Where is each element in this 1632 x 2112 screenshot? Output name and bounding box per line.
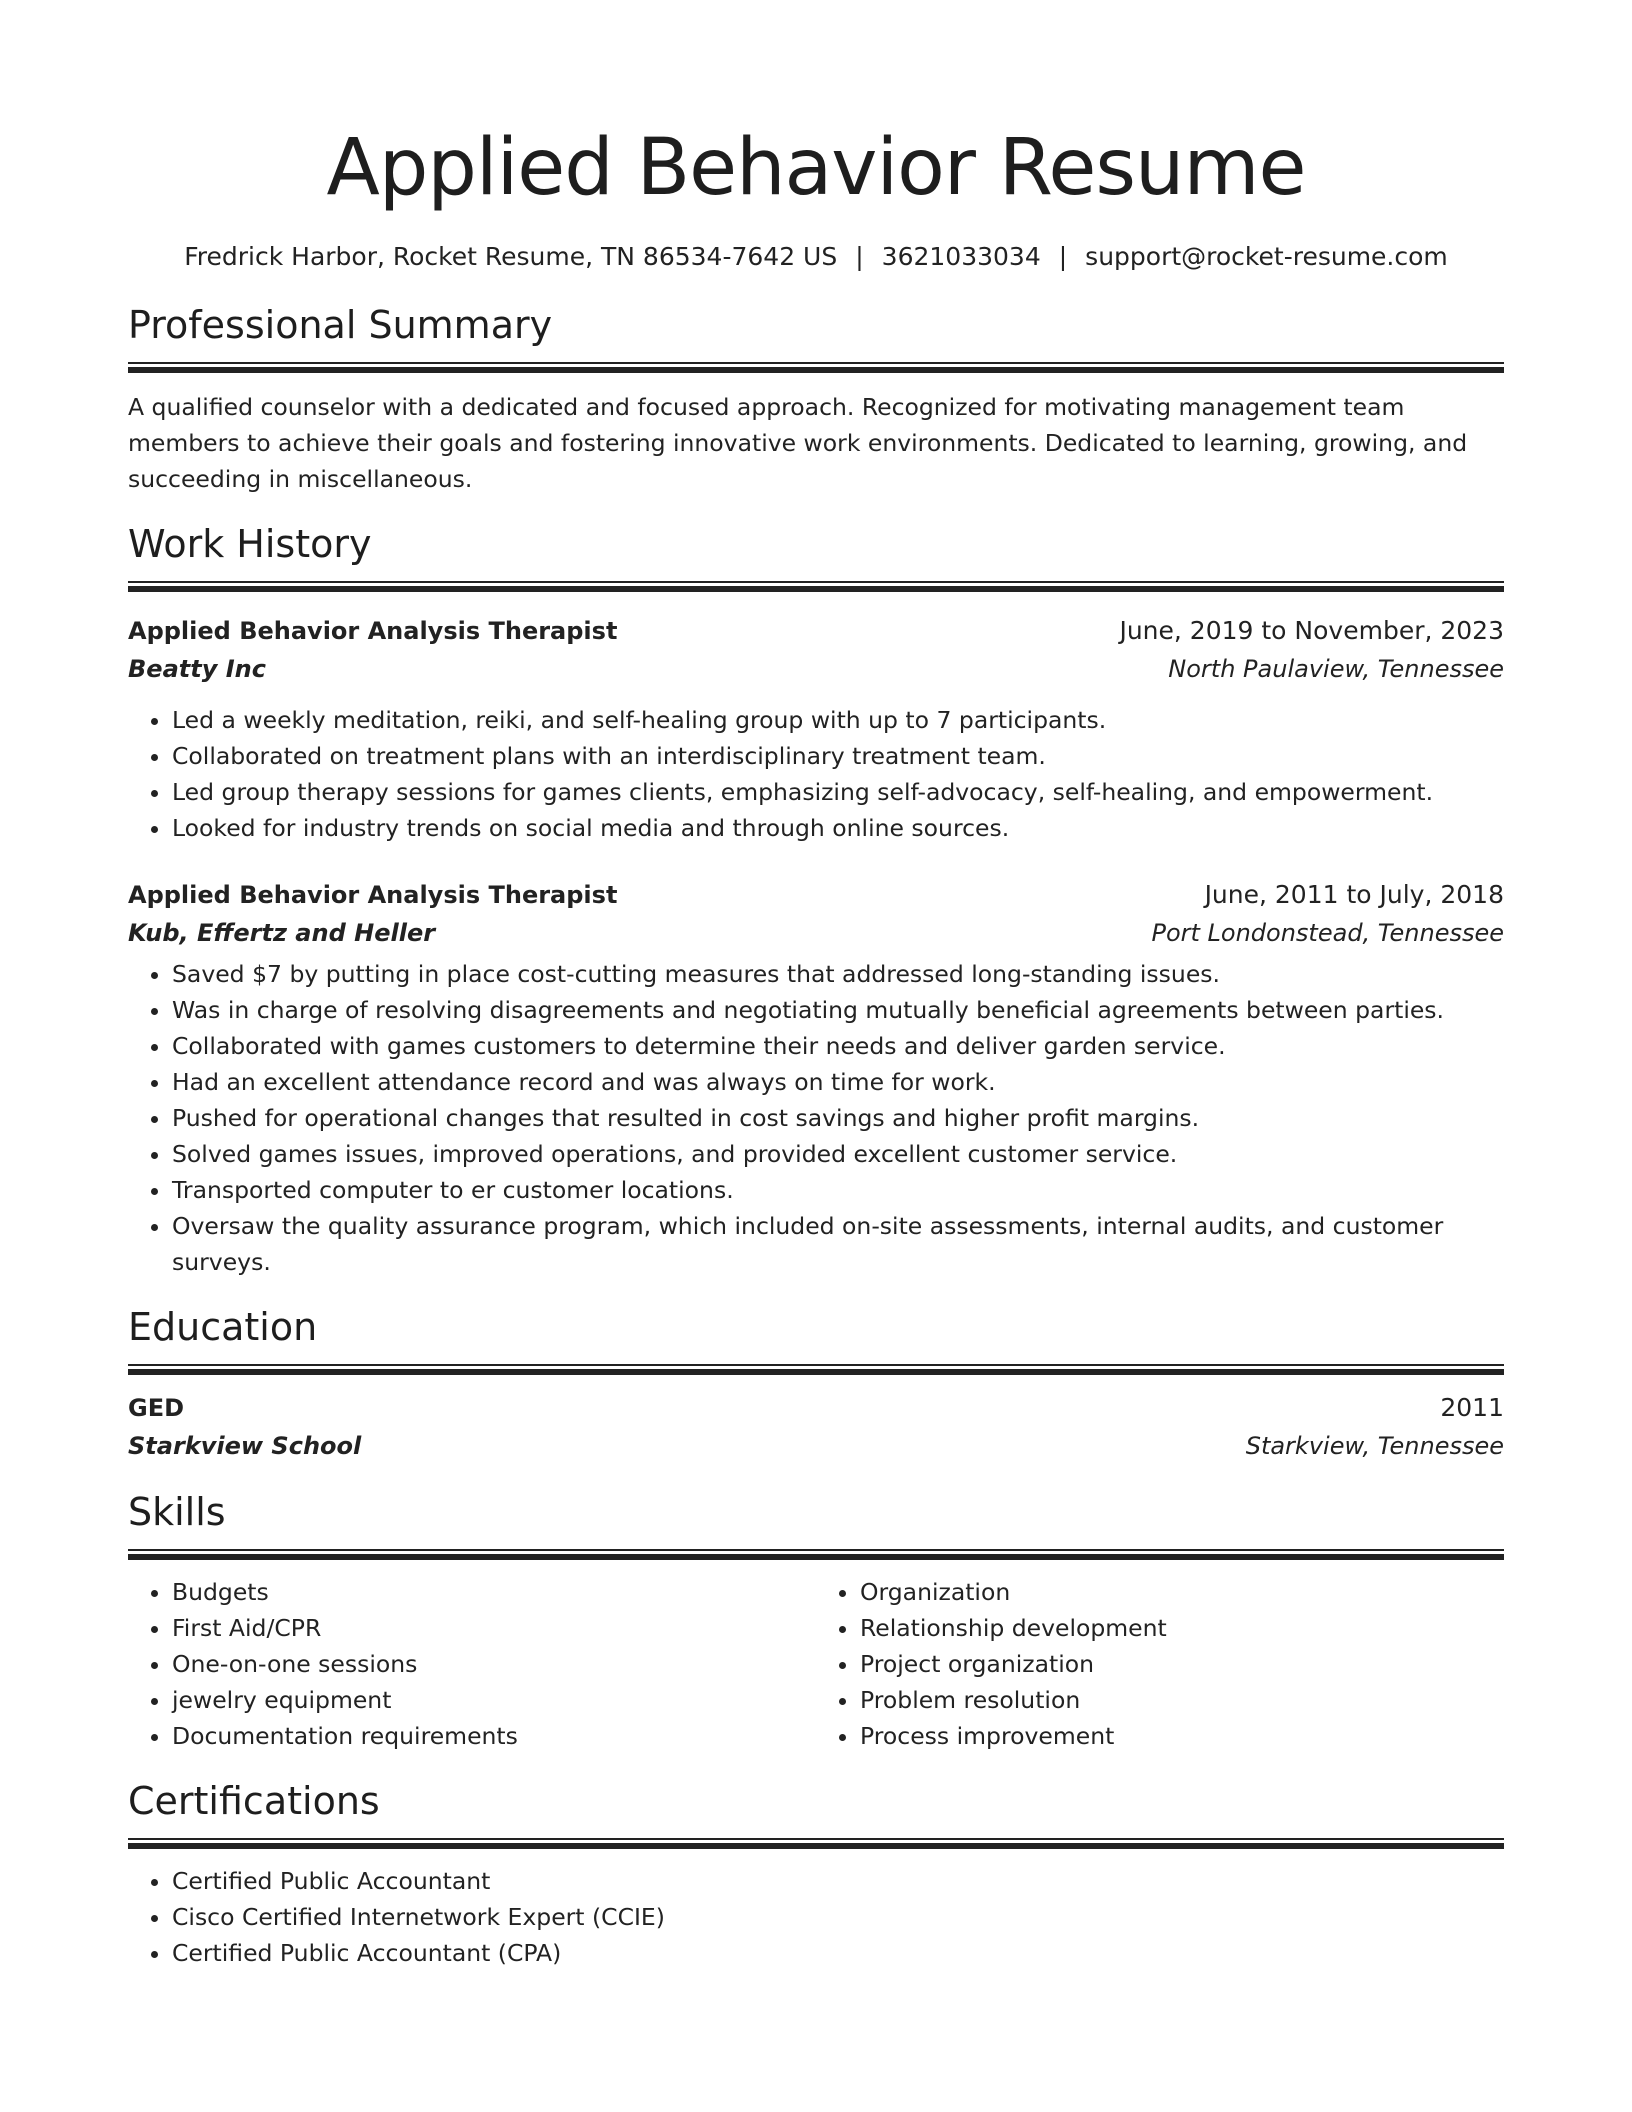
list-item: • Saved $7 by putting in place cost-cutting measures that addressed long-standing issues. (172, 956, 1504, 992)
skills-heading: Skills (128, 1490, 226, 1534)
section-divider (128, 1364, 1504, 1375)
job-header-row (128, 612, 1504, 650)
list-item: • Pushed for operational changes that resulted in cost savings and higher profit margins. (172, 1100, 1504, 1136)
section-divider (128, 362, 1504, 373)
skills-list-left (128, 1574, 816, 1754)
certifications-heading: Certifications (128, 1779, 380, 1823)
job-entry (128, 612, 1504, 846)
skills-section (128, 1487, 1504, 1754)
job-location: North Paulaview, Tennessee (1168, 655, 1504, 683)
list-item: • One-on-one sessions (172, 1646, 816, 1682)
list-item: • Had an excellent attendance record and was always on time for work. (172, 1064, 1504, 1100)
list-item: • Solved games issues, improved operations, and provided excellent customer service. (172, 1136, 1504, 1172)
job-header-row (128, 876, 1504, 914)
job-company-row (128, 914, 1504, 952)
list-item: • Documentation requirements (172, 1718, 816, 1754)
contact-line (128, 240, 1504, 274)
contact-separator: | (855, 242, 864, 271)
education-location: Starkview, Tennessee (1245, 1432, 1504, 1460)
list-item: • Certified Public Accountant (172, 1863, 1504, 1899)
education-heading: Education (128, 1305, 318, 1349)
education-entry (128, 1389, 1504, 1465)
list-item: • Collaborated on treatment plans with an interdisciplinary treatment team. (172, 738, 1504, 774)
list-item: • Process improvement (860, 1718, 1504, 1754)
job-location: Port Londonstead, Tennessee (1151, 919, 1504, 947)
education-degree: GED (128, 1394, 185, 1422)
work-history-heading: Work History (128, 522, 372, 566)
resume-title: Applied Behavior Resume (326, 123, 1306, 213)
job-company: Beatty Inc (128, 655, 266, 683)
job-dates: June, 2011 to July, 2018 (1204, 880, 1504, 909)
list-item: • Looked for industry trends on social media and through online sources. (172, 810, 1504, 846)
section-divider (128, 1838, 1504, 1849)
list-item: • Oversaw the quality assurance program, which included on-site assessments, internal audits, and customer surveys. (172, 1208, 1504, 1280)
list-item: • Project organization (860, 1646, 1504, 1682)
education-school: Starkview School (128, 1432, 362, 1460)
contact-email[interactable]: support@rocket-resume.com (1085, 242, 1448, 271)
job-bullets (128, 702, 1504, 846)
job-title: Applied Behavior Analysis Therapist (128, 881, 618, 909)
section-divider (128, 1549, 1504, 1560)
education-school-row (128, 1427, 1504, 1465)
skills-list-right (816, 1574, 1504, 1754)
job-company: Kub, Effertz and Heller (128, 919, 436, 947)
contact-phone: 3621033034 (881, 242, 1041, 271)
education-header-row (128, 1389, 1504, 1427)
list-item: • Organization (860, 1574, 1504, 1610)
list-item: • Led a weekly meditation, reiki, and self-healing group with up to 7 participants. (172, 702, 1504, 738)
education-year: 2011 (1440, 1393, 1504, 1422)
list-item: • Led group therapy sessions for games clients, emphasizing self-advocacy, self-healing, and empowerment. (172, 774, 1504, 810)
certifications-section (128, 1776, 1504, 1971)
list-item: • Certified Public Accountant (CPA) (172, 1935, 1504, 1971)
job-title: Applied Behavior Analysis Therapist (128, 617, 618, 645)
list-item: • Problem resolution (860, 1682, 1504, 1718)
list-item: • Transported computer to er customer locations. (172, 1172, 1504, 1208)
list-item: • Cisco Certified Internetwork Expert (CCIE) (172, 1899, 1504, 1935)
job-bullets (128, 956, 1504, 1280)
section-divider (128, 581, 1504, 592)
certifications-list (128, 1863, 1504, 1971)
job-company-row (128, 650, 1504, 688)
contact-address: Fredrick Harbor, Rocket Resume, TN 86534-7642 US (184, 242, 838, 271)
education-section (128, 1302, 1504, 1465)
work-history-section (128, 519, 1504, 1280)
list-item: • Budgets (172, 1574, 816, 1610)
list-item: • Was in charge of resolving disagreements and negotiating mutually beneficial agreements between parties. (172, 992, 1504, 1028)
list-item: • First Aid/CPR (172, 1610, 816, 1646)
list-item: • Collaborated with games customers to determine their needs and deliver garden service. (172, 1028, 1504, 1064)
list-item: • Relationship development (860, 1610, 1504, 1646)
list-item: • jewelry equipment (172, 1682, 816, 1718)
job-dates: June, 2019 to November, 2023 (1119, 616, 1504, 645)
summary-section (128, 300, 1504, 497)
summary-text: A qualified counselor with a dedicated and focused approach. Recognized for motivating management team members to achieve their goals and fostering innovative work environments. Dedicated to learning, growing, and succeeding in miscellaneous. (128, 393, 1468, 493)
contact-separator: | (1058, 242, 1068, 271)
job-entry (128, 876, 1504, 1280)
skills-columns (128, 1574, 1504, 1754)
summary-heading: Professional Summary (128, 303, 553, 347)
